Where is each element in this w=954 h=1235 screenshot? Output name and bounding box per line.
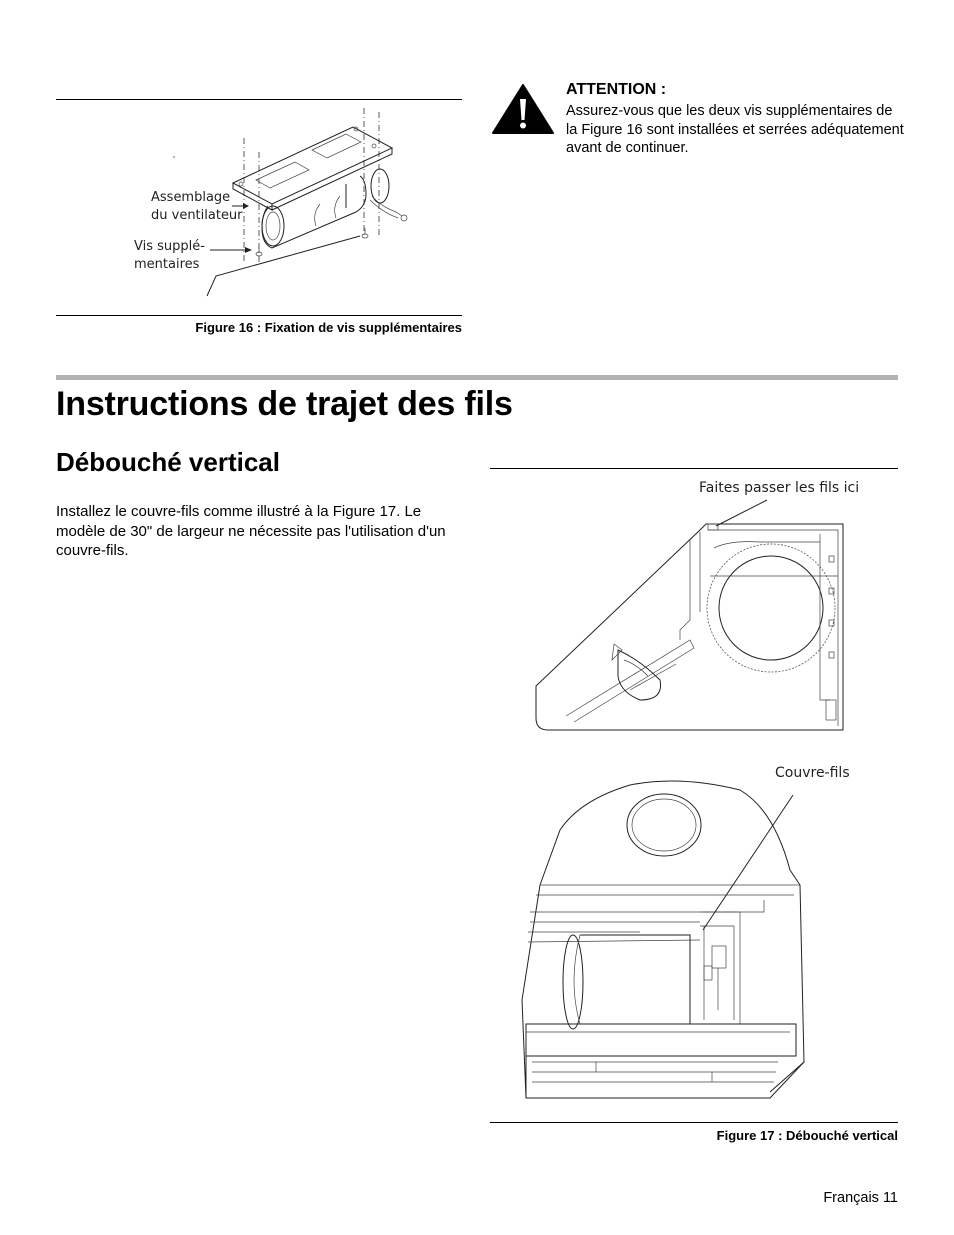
- warning-body: Assurez-vous que les deux vis supplémentaires de la Figure 16 sont installées et serrées adéquatement avant de continuer.: [566, 103, 904, 156]
- warning-title: ATTENTION :: [566, 81, 667, 98]
- figure16-caption: Figure 16 : Fixation de vis supplémentaires: [195, 320, 462, 335]
- page-number: Français 11: [823, 1190, 898, 1206]
- figure17-label-route: Faites passer les fils ici: [699, 480, 860, 496]
- figure17-caption: Figure 17 : Débouché vertical: [716, 1128, 898, 1143]
- figure17-bottom-rule: [490, 1122, 898, 1123]
- figure17-label-cover: Couvre-fils: [775, 765, 850, 781]
- section-paragraph: Installez le couvre-fils comme illustré à la Figure 17. Le modèle de 30" de largeur ne nécessite pas l'utilisation d'un couvre-fils.: [56, 503, 446, 559]
- figure16-label-screws: Vis supplé- mentaires: [134, 239, 205, 272]
- figure16-label-fan: Assemblage du ventilateur: [151, 190, 243, 223]
- section-title: Instructions de trajet des fils: [56, 385, 513, 423]
- section-subtitle: Débouché vertical: [56, 447, 280, 477]
